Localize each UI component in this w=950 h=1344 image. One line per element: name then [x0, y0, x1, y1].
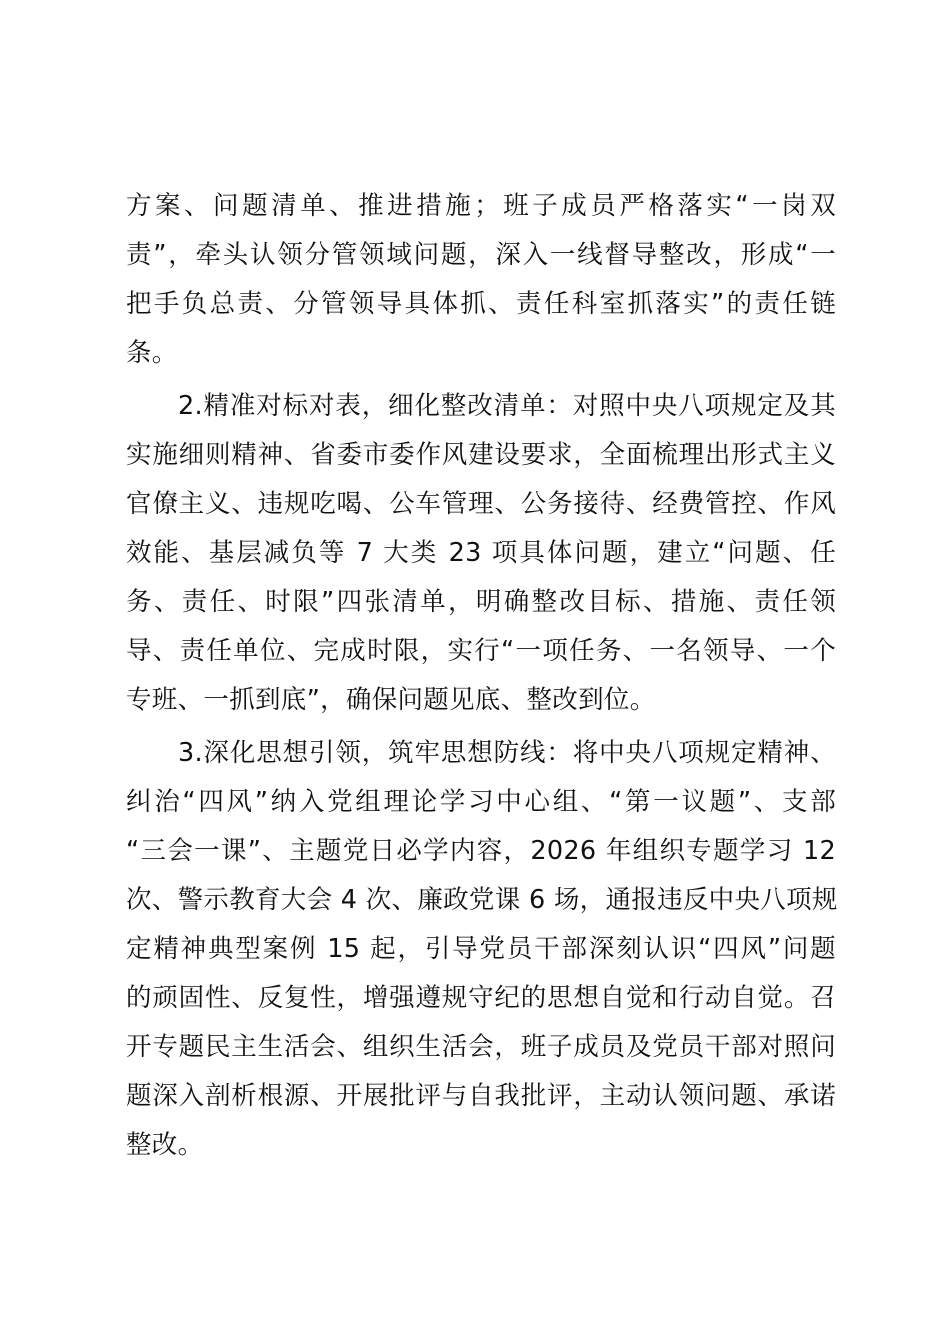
paragraph-2-line-2: 实施细则精神、省委市委作风建设要求，全面梳理出形式主义: [126, 440, 836, 470]
paragraph-3-line-1: 3.深化思想引领，筑牢思想防线：将中央八项规定精神、: [178, 738, 836, 768]
paragraph-1-line-3: 把手负总责、分管领导具体抓、责任科室抓落实”的责任链: [126, 289, 836, 319]
paragraph-1-line-4: 条。: [126, 338, 178, 368]
paragraph-3-line-6: 的顽固性、反复性，增强遵规守纪的思想自觉和行动自觉。召: [126, 983, 836, 1013]
paragraph-3-line-9: 整改。: [126, 1130, 204, 1160]
paragraph-2-line-3: 官僚主义、违规吃喝、公车管理、公务接待、经费管控、作风: [126, 489, 836, 519]
paragraph-3-line-5: 定精神典型案例 15 起，引导党员干部深刻认识“四风”问题: [126, 934, 836, 964]
paragraph-2-line-6: 导、责任单位、完成时限，实行“一项任务、一名领导、一个: [126, 636, 836, 666]
paragraph-1-line-1: 方案、问题清单、推进措施；班子成员严格落实“一岗双: [126, 191, 836, 221]
paragraph-1-line-2: 责”，牵头认领分管领域问题，深入一线督导整改，形成“一: [126, 240, 836, 270]
paragraph-2-line-1: 2.精准对标对表，细化整改清单：对照中央八项规定及其: [178, 391, 836, 421]
paragraph-3-line-3: “三会一课”、主题党日必学内容，2026 年组织专题学习 12: [126, 836, 836, 866]
paragraph-2-line-7: 专班、一抓到底”，确保问题见底、整改到位。: [126, 685, 656, 715]
paragraph-3-line-2: 纠治“四风”纳入党组理论学习中心组、“第一议题”、支部: [126, 787, 836, 817]
paragraph-3-line-4: 次、警示教育大会 4 次、廉政党课 6 场，通报违反中央八项规: [126, 885, 838, 915]
paragraph-3-line-7: 开专题民主生活会、组织生活会，班子成员及党员干部对照问: [126, 1032, 836, 1062]
paragraph-2-line-4: 效能、基层减负等 7 大类 23 项具体问题，建立“问题、任: [126, 538, 836, 568]
paragraph-2-line-5: 务、责任、时限”四张清单，明确整改目标、措施、责任领: [126, 587, 836, 617]
paragraph-3-line-8: 题深入剖析根源、开展批评与自我批评，主动认领问题、承诺: [126, 1081, 836, 1111]
